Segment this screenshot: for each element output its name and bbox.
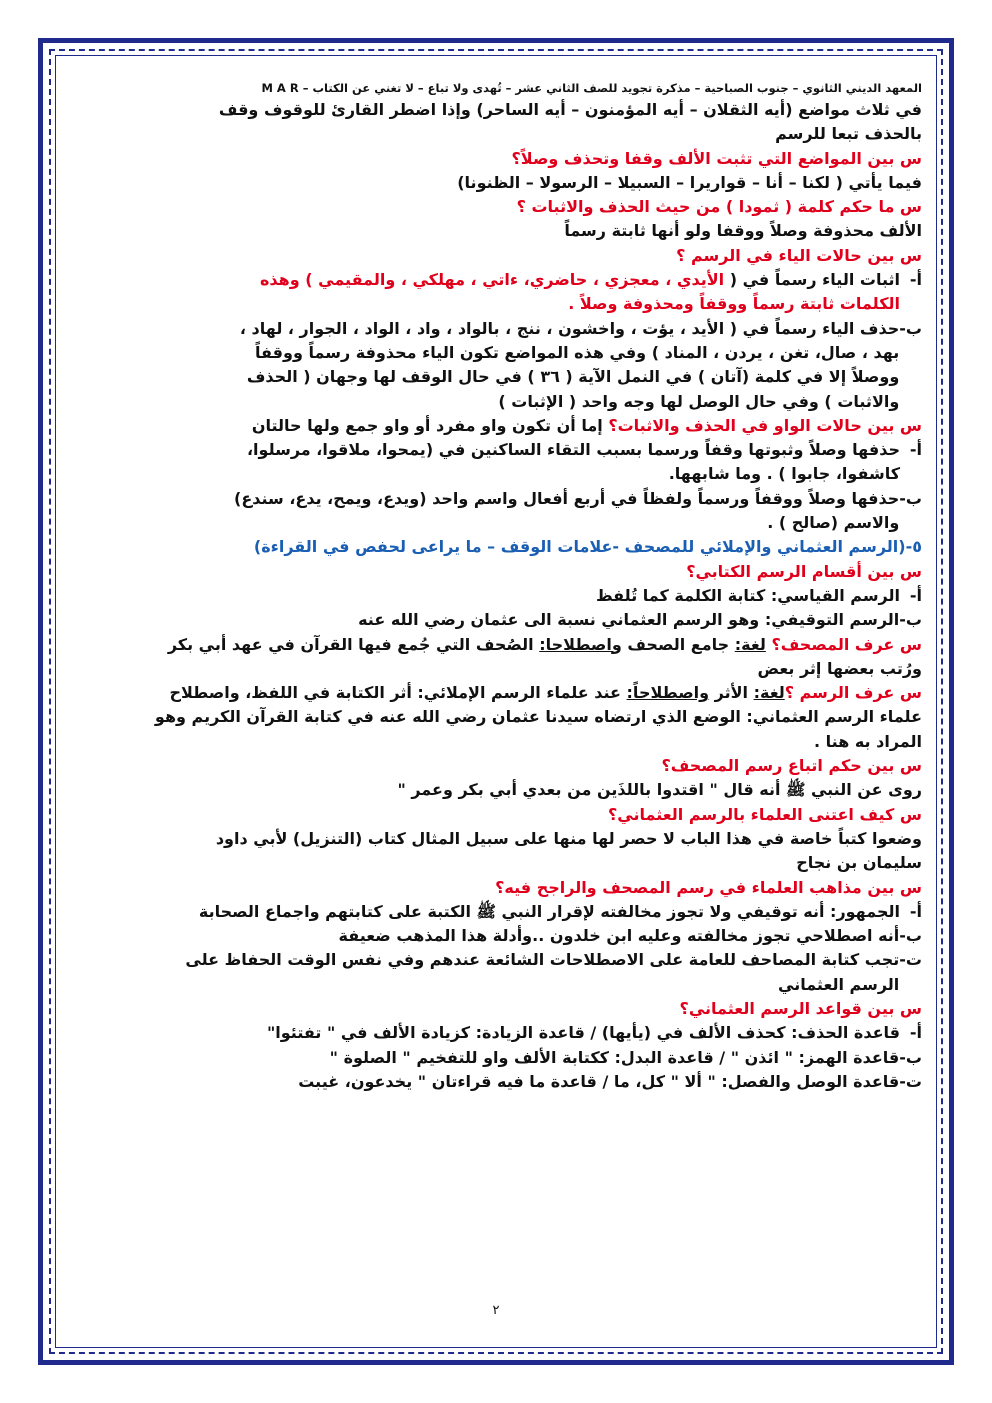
- list-item: أ- قاعدة الحذف: كحذف الألف في (يأيها) / قاعدة الزيادة: كزيادة الألف في " تفتئوا": [266, 1023, 922, 1043]
- list-item: ب- أنه اصطلاحي تجوز مخالفته وعليه ابن خلدون ..وأدلة هذا المذهب ضعيفة: [338, 926, 922, 946]
- question-line: س عرف المصحف؟ لغة: جامع الصحف واصطلاحا: الصُحف التي جُمع فيها القرآن في عهد أبي بكر: [167, 634, 922, 654]
- list-item: ت- تجب كتابة المصاحف للعامة على الاصطلاحات الشائعة عندهم وفي نفس الوقت الحفاظ على الرسم العثماني: [185, 950, 922, 994]
- list-item: أ- حذفها وصلاً وثبوتها وقفاً ورسما بسبب التقاء الساكنين في (يمحوا، ملاقوا، مرسلوا، كاشفوا، جابوا ) . وما شابهها.: [246, 440, 922, 484]
- question-heading: س بين المواضع التي تثبت الألف وقفا وتحذف وصلاً؟: [511, 148, 922, 168]
- answer-line: وضعوا كتباً خاصة في هذا الباب لا حصر لها منها على سبيل المثال كتاب (التنزيل) لأبي داود: [215, 828, 922, 848]
- question-heading: س بين قواعد الرسم العثماني؟: [679, 998, 922, 1018]
- question-heading: س بين مذاهب العلماء في رسم المصحف والراجح فيه؟: [495, 877, 922, 897]
- text-line: علماء الرسم العثماني: الوضع الذي ارتضاه سيدنا عثمان رضي الله عنه في كتابة القرآن الكريم وهو: [154, 707, 922, 727]
- question-line: س بين حالات الواو في الحذف والاثبات؟ إما أن تكون واو مفرد أو واو جمع ولها حالتان: [251, 415, 922, 435]
- list-item: ب- قاعدة الهمز: " ائذن " / قاعدة البدل: ككتابة الألف واو للتفخيم " الصلوة ": [329, 1047, 922, 1067]
- document-body: [70, 80, 922, 1293]
- list-item: أ- الرسم القياسي: كتابة الكلمة كما تُلفظ: [596, 585, 922, 605]
- list-item: ت- قاعدة الوصل والفصل: " ألا " كل، ما / قاعدة ما فيه قراءتان " يخدعون، غيبت: [298, 1071, 922, 1091]
- question-heading: س ما حكم كلمة ( ثمودا ) من حيث الحذف والاثبات ؟: [516, 197, 922, 217]
- question-heading: س كيف اعتنى العلماء بالرسم العثماني؟: [608, 804, 922, 824]
- answer-line: فيما يأتي ( لكنا – أنا – قواريرا – السبيلا – الرسولا – الظنونا): [457, 172, 922, 192]
- list-item: ب- حذفها وصلاً ووقفاً ورسماً ولفظاً في أربع أفعال واسم واحد (ويدع، ويمح، يدع، سندع) والاسم (صالح ) .: [234, 488, 922, 533]
- text-line: في ثلاث مواضع (أيه الثقلان – أيه المؤمنون – أيه الساحر) وإذا اضطر القارئ للوقوف وقف: [218, 100, 922, 119]
- text-line: بالحذف تبعا للرسم: [775, 124, 922, 144]
- question-heading: س بين حالات الياء في الرسم ؟: [676, 245, 922, 265]
- text-line: المراد به هنا .: [814, 731, 922, 751]
- page-number: ٢: [492, 1303, 500, 1318]
- question-heading: س بين حكم اتباع رسم المصحف؟: [661, 756, 922, 776]
- list-item: ب- الرسم التوقيفي: وهو الرسم العثماني نسبة الى عثمان رضي الله عنه: [358, 610, 922, 630]
- section-heading: ٥-(الرسم العثماني والإملائي للمصحف -علامات الوقف – ما يراعى لحفص في القراءة): [253, 537, 922, 557]
- question-heading: س بين أقسام الرسم الكتابي؟: [686, 561, 922, 581]
- question-line: س عرف الرسم ؟لغة: الأثر واصطلاحاً: عند علماء الرسم الإملائي: أثر الكتابة في اللفظ، واصطلاح: [169, 683, 922, 703]
- list-item: أ- اثبات الياء رسماً في ( الأيدي ، معجزي ، حاضري، ءاتي ، مهلكي ، والمقيمي ) وهذه الكلمات ثابتة رسماً ووقفاً ومحذوفة وصلاً .: [259, 270, 922, 314]
- highlighted-words: الأيدي ، معجزي ، حاضري، ءاتي ، مهلكي ، والمقيمي ) وهذه: [259, 270, 725, 290]
- answer-line: الألف محذوفة وصلاً ووقفا ولو أنها ثابتة رسماً: [564, 221, 922, 241]
- answer-line: روى عن النبي ﷺ أنه قال " اقتدوا باللذَين من بعدي أبي بكر وعمر ": [397, 780, 922, 800]
- answer-line: سليمان بن نجاح: [796, 853, 922, 873]
- list-item: ب- حذف الياء رسماً في ( الأيد ، يؤت ، واخشون ، ننج ، بالواد ، واد ، الواد ، الجوار ، لهاد ، بهد ، صال، تغن ، يردن ، المناد ) وفي هذه المواضع تكون الياء محذوفة رسماً ووقفاً ووصلاً إلا في كلمة (آتان ) في النمل الآية ( ٣٦ ) في حال الوقف لها وجهان ( الحذف والاثبات ) وفي حال الوصل لها وجه واحد ( الإثبات ): [239, 318, 922, 411]
- list-item: أ- الجمهور: أنه توقيفي ولا تجوز مخالفته لإقرار النبي ﷺ الكتبة على كتابتهم واجماع الصحابة: [198, 901, 922, 921]
- text-line: ورُتب بعضها إثر بعض: [757, 658, 922, 678]
- page-header: المعهد الديني الثانوي – جنوب الصباحية – مذكرة تجويد للصف الثاني عشر – تُهدى ولا تباع – لا تغني عن الكتاب – M A R: [261, 81, 922, 95]
